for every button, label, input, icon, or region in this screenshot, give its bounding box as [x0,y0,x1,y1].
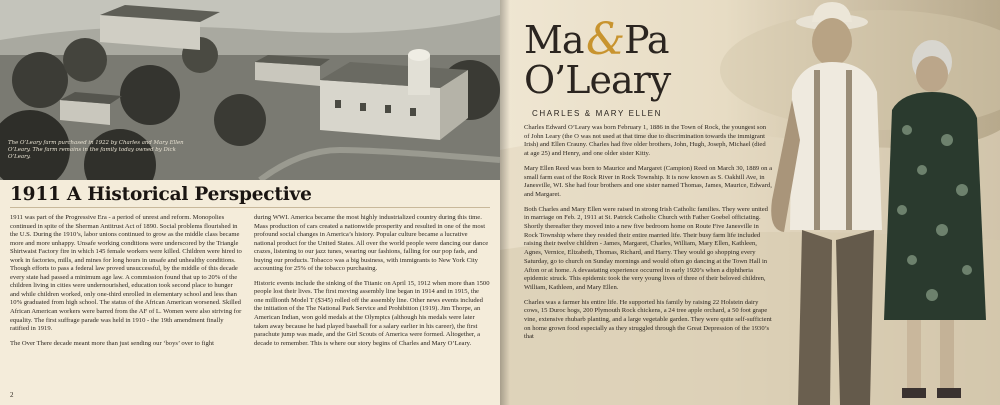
man-figure [771,2,882,405]
title-ampersand: & [586,14,626,65]
right-page [500,0,1000,405]
couple-photo [762,0,1000,405]
page-number: 2 [10,391,14,399]
paragraph: 1911 was part of the Progressive Era - a period of unrest and reform. Monopolies continued in spite of the Sherman Antitrust Act of 1890. Social problems flourished in the U.S. During the 1910’s, labor unions continued to grow as the middle class became more and more unhappy. Unsafe working conditions were underscored by the Triangle Shirtwaist Factory fire in which 145 female workers were killed. Children were hired to work in factories, mills, and mines for long hours in unsafe and unhealthy conditions. Though efforts to pass a federal law proved unsuccessful, by the middle of this decade every state had passed a minimum age law. A commission found that up to 20% of the children living in cities were undernourished, education took second place to hunger and while children worked, only one-third enrolled in elementary school and less than 10% graduated from high school. The status of the African American worsened. Skilled African American workers were barred from the AF of L. Women were also striving for equality. The first suffrage parade was held in 1910 - the 19th amendment finally ratified in 1919. [10,214,242,333]
title-block [524,14,774,108]
paragraph: during WWI. America became the most highly industrialized country during this time. Mass production of cars created a nationwide prosperity and resulted in one of the most profound social changes in America’s history. Popular culture became a lucrative national product for the United States. All over the world people were dancing our dance crazes, listening to our jazz tunes, wearing our fashions, falling for our pop fads, and buying our products. Tobacco was a big business, with immigrants to New York City accounting for 25% of the tobacco purchasing. [254,214,489,273]
paragraph: The Over There decade meant more than just sending our ‘boys’ over to fight [10,339,214,347]
spread-gutter-shadow [500,0,510,405]
paragraph: Charles was a farmer his entire life. He supported his family by raising 22 Holstein dairy cows, 15 Duroc hogs, 200 Plymouth Rock chickens, a 24 tree apple orchard, a 50 foot grape vine, extensive rhubarb planting, and a large vegetable garden. They were quite self-sufficient on home grown food especially as they struggled through the Great Depression of the 1930’s that [524,298,772,341]
subtitle: CHARLES & MARY ELLEN [532,109,662,118]
farm-aerial-photo [0,0,500,180]
woman-figure [884,40,986,398]
paragraph: Charles Edward O’Leary was born February 1, 1886 in the Town of Rock, the youngest son of John Leary (the O was not used at that time due to discrimination towards the immigrant Irish) and Ellen Crauny. Charles had five older brothers, John, Hugh, Joseph, Michael (died at age 25) and Henry, and one older sister Kitty. [524,124,767,158]
paragraph: Mary Ellen Reed was born to Maurice and Margaret (Campion) Reed on March 30, 1889 on a small farm east of the Rock River in Rock Township. It is now known as S. Oakhill Ave, in Janesville, WI. She had four brothers and one sister named Thomas, James, Maurice, Edward, and Margaret. [524,164,772,198]
right-column [524,124,772,348]
left-column-1 [10,214,242,354]
title-surname: O’Leary [524,58,671,102]
paragraph: Historic events include the sinking of the Titanic on April 15, 1912 when more than 1500 people lost their lives. The first moving assembly line began in 1914 and in 1915, the one millionth Model T ($345) rolled off the assembly line. Other news events included the initiation of the The National Park Service and Prohibition (1919). Jim Thorpe, an American Indian, won gold medals at the Olympics (although his medals were later taken away because he had played baseball for a salary earlier in his career), the first parachute jump was made, and the Girl Scouts of America were formed. Altogether, a decade to remember. This is where our story begins of Charles and Mary O’Leary. [254,279,490,347]
paragraph: Both Charles and Mary Ellen were raised in strong Irish Catholic families. They were united in marriage on Feb. 2, 1911 at St. Patrick Catholic Church with Father Goebel officiating. Shortly thereafter they moved into a new five bedroom home on Route Five Janesville in Rock Township where they resided their entire married life. Their busy farm life included raising their twelve children - James, Margaret, Charles, William, Mary Ellen, Kathleen, Agnes, Vernice, Elizabeth, Thomas, Richard, and Harry. They would go shopping every Saturday, go to church on Sunday mornings and would often go dancing at the Town Hall in Afton or at home. A devastating experience occurred in early 1920’s when a diphtheria epidemic struck. This epidemic took the very young lives of three of their beloved children, William, Kathleen, and Mary Ellen. [524,205,768,291]
title-ma: Ma [524,18,584,62]
title-pa: Pa [624,18,669,62]
heading-rule [10,207,490,208]
section-heading: 1911 A Historical Perspective [10,184,312,205]
photo-caption: The O’Leary farm purchased in 1922 by Charles and Mary Ellen O’Leary. The farm remains in the family today owned by Dick O’Leary. [8,140,184,160]
left-column-2 [254,214,490,354]
